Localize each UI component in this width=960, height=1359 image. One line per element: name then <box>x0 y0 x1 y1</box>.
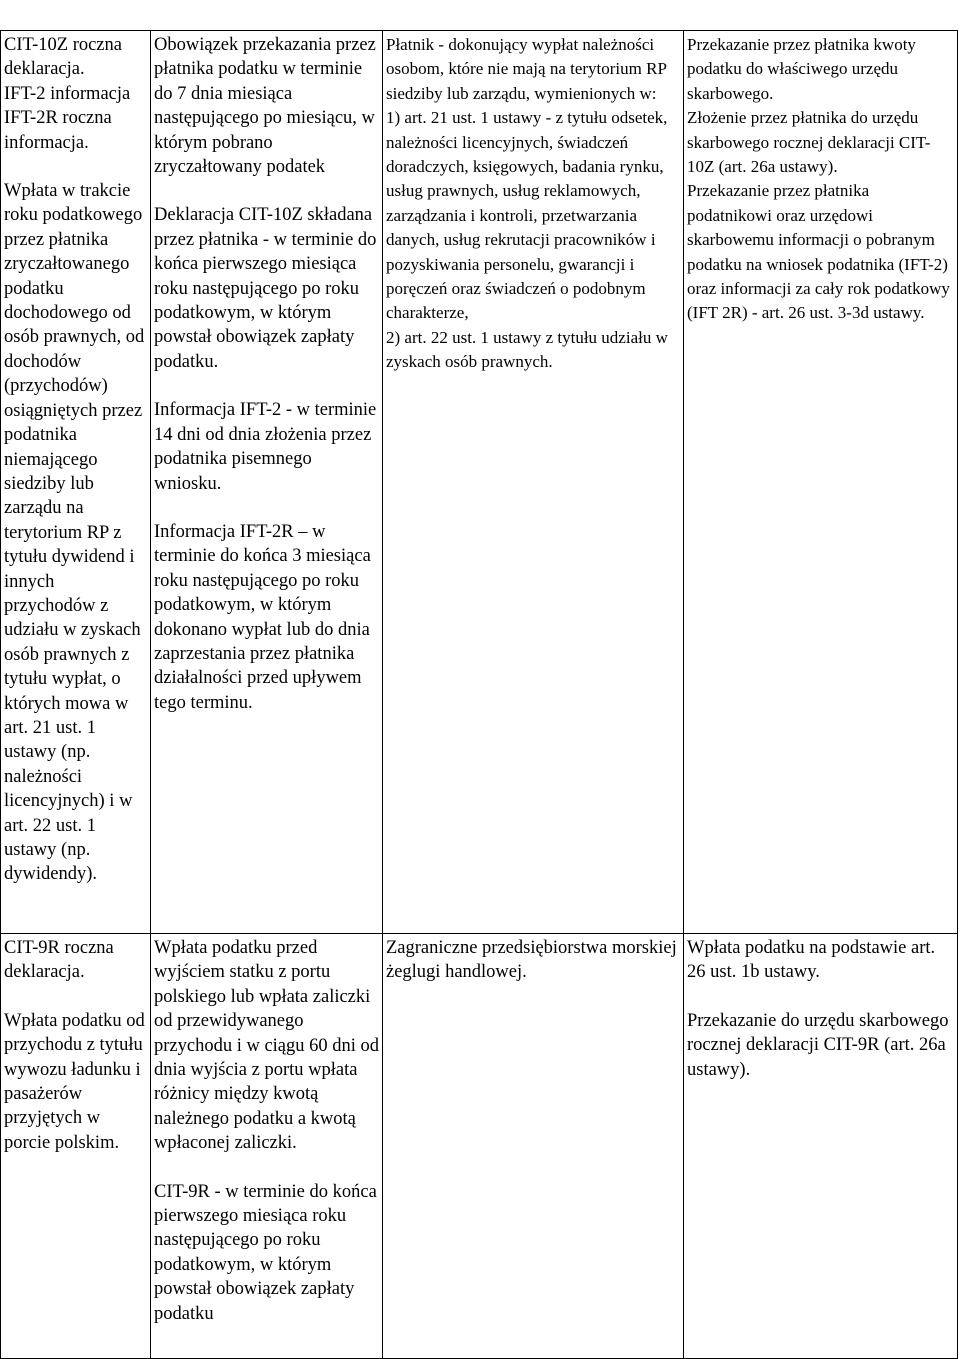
cell-paragraph: Deklaracja CIT-10Z składana przez płatnika - w terminie do końca pierwszego miesiąca roku następującego po roku podatkowym, w którym powstał obowiązek zapłaty podatku. <box>154 205 377 372</box>
cell-paragraph: Wpłata podatku przed wyjściem statku z portu polskiego lub wpłata zaliczki od przewidywanego przychodu i w ciągu 60 dni od dnia wyjścia z portu wpłata różnicy między kwotą należnego podatku a kwotą wpłaconej zaliczki. <box>154 938 380 1154</box>
table-cell-obligation <box>684 31 958 934</box>
tax-obligations-table <box>0 30 958 1359</box>
table-cell-obligated-party <box>383 31 684 934</box>
cell-paragraph: CIT-9R - w terminie do końca pierwszego miesiąca roku następującego po roku podatkowym, w którym powstał obowiązek zapłaty podatku <box>154 1181 377 1324</box>
table-cell-obligation <box>684 934 958 1359</box>
cell-paragraph: Wpłata podatku na podstawie art. 26 ust. 1b ustawy. <box>687 938 936 983</box>
cell-paragraph: Obowiązek przekazania przez płatnika podatku w terminie do 7 dnia miesiąca następującego po miesiącu, w którym pobrano zryczałtowany podatek <box>154 35 376 178</box>
cell-paragraph: Przekazanie do urzędu skarbowego rocznej deklaracji CIT-9R (art. 26a ustawy). <box>687 1010 949 1080</box>
table-cell-deadline <box>151 934 383 1359</box>
cell-paragraph: Informacja IFT-2R – w terminie do końca 3 miesiąca roku następującego po roku podatkowym, w którym dokonano wypłat lub do dnia zaprzestania przez płatnika działalności przed upływem tego terminu. <box>154 521 371 713</box>
cell-paragraph: CIT-10Z roczna deklaracja. IFT-2 informacja IFT-2R roczna informacja. <box>4 35 131 153</box>
document-page <box>0 30 957 1359</box>
cell-paragraph: Przekazanie przez płatnika kwoty podatku do właściwego urzędu skarbowego. Złożenie przez płatnika do urzędu skarbowego rocznej deklaracji CIT-10Z (art. 26a ustawy). Przekazanie przez płatnika podatnikowi oraz urzędowi skarbowemu informacji o pobranym podatku na wniosek podatnika (IFT-2) oraz informacji za cały rok podatkowy (IFT 2R) - art. 26 ust. 3-3d ustawy. <box>687 35 950 323</box>
cell-paragraph: Informacja IFT-2 - w terminie 14 dni od dnia złożenia przez podatnika pisemnego wniosku. <box>154 400 377 494</box>
table-cell-deadline <box>151 31 383 934</box>
table-cell-declaration-type <box>1 31 151 934</box>
cell-paragraph: CIT-9R roczna deklaracja. <box>4 938 114 983</box>
table-cell-declaration-type <box>1 934 151 1359</box>
table-row <box>1 31 958 934</box>
table-cell-obligated-party <box>383 934 684 1359</box>
cell-paragraph: Wpłata podatku od przychodu z tytułu wywozu ładunku i pasażerów przyjętych w porcie polskim. <box>4 1010 145 1153</box>
cell-paragraph: Zagraniczne przedsiębiorstwa morskiej żeglugi handlowej. <box>386 938 677 983</box>
table-row <box>1 934 958 1359</box>
cell-paragraph: Płatnik - dokonujący wypłat należności osobom, które nie mają na terytorium RP siedziby lub zarządu, wymienionych w: 1) art. 21 ust. 1 ustawy - z tytułu odsetek, należności licencyjnych, świadczeń doradczych, księgowych, badania rynku, usług prawnych, usług reklamowych, zarządzania i kontroli, przetwarzania danych, usług rekrutacji pracowników i pozyskiwania personelu, gwarancji i poręczeń oraz świadczeń o podobnym charakterze, 2) art. 22 ust. 1 ustawy z tytułu udziału w zyskach osób prawnych. <box>386 35 668 372</box>
cell-paragraph: Wpłata w trakcie roku podatkowego przez płatnika zryczałtowanego podatku dochodowego od osób prawnych, od dochodów (przychodów) osiągniętych przez podatnika niemającego siedziby lub zarządu na terytorium RP z tytułu dywidend i innych przychodów z udziału w zyskach osób prawnych z tytułu wypłat, o których mowa w art. 21 ust. 1 ustawy (np. należności licencyjnych) i w art. 22 ust. 1 ustawy (np. dywidendy). <box>4 181 145 885</box>
